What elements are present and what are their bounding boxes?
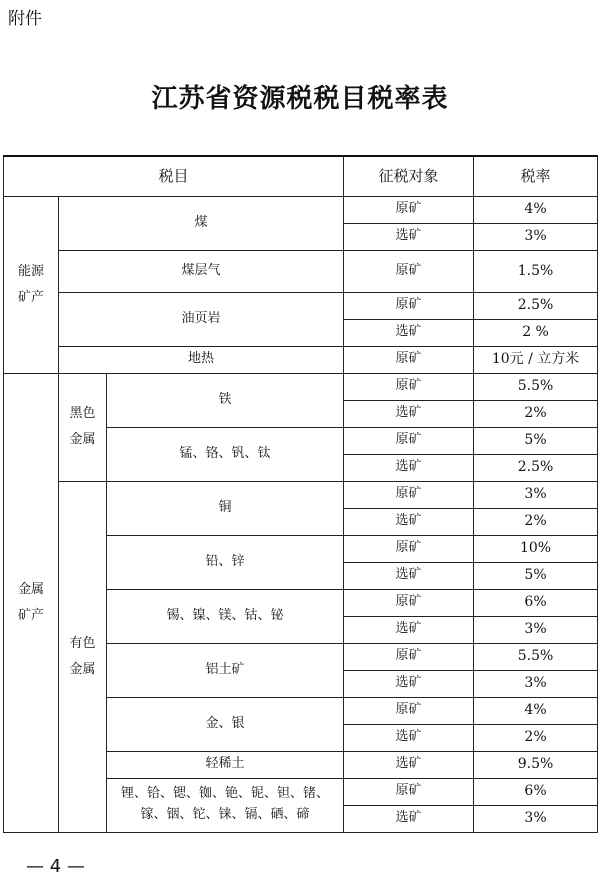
table-header-row: [4, 156, 598, 196]
rate-cell: 9.5%: [474, 751, 598, 778]
rate-cell: 3%: [474, 223, 598, 250]
table-row: [4, 346, 598, 373]
table-row: [4, 481, 598, 508]
category-energy: 能源 矿产: [4, 196, 59, 373]
rate-cell: 5%: [474, 562, 598, 589]
object-cell: 原矿: [344, 292, 474, 319]
category-metal: 金属 矿产: [4, 373, 59, 832]
object-cell: 选矿: [344, 670, 474, 697]
object-cell: 原矿: [344, 481, 474, 508]
rate-cell: 5%: [474, 427, 598, 454]
rate-cell: 3%: [474, 481, 598, 508]
object-cell: 选矿: [344, 805, 474, 832]
object-cell: 原矿: [344, 778, 474, 805]
object-cell: 原矿: [344, 535, 474, 562]
object-cell: 选矿: [344, 223, 474, 250]
rate-cell: 2.5%: [474, 292, 598, 319]
subcategory-ferrous: 黑色 金属: [59, 373, 107, 481]
object-cell: 选矿: [344, 400, 474, 427]
object-cell: 选矿: [344, 724, 474, 751]
rate-cell: 4%: [474, 196, 598, 223]
rate-cell: 5.5%: [474, 373, 598, 400]
page-number: — 4 —: [26, 856, 85, 877]
rate-cell: 5.5%: [474, 643, 598, 670]
item-iron: 铁: [107, 373, 344, 427]
object-cell: 选矿: [344, 319, 474, 346]
header-rate: 税率: [474, 156, 598, 196]
item-bauxite: 铝土矿: [107, 643, 344, 697]
object-cell: 原矿: [344, 346, 474, 373]
rate-cell: 4%: [474, 697, 598, 724]
page-title: 江苏省资源税税目税率表: [151, 84, 449, 114]
object-cell: 选矿: [344, 454, 474, 481]
object-cell: 原矿: [344, 373, 474, 400]
object-cell: 原矿: [344, 589, 474, 616]
item-rare-metals: 锂、铪、锶、铷、铯、铌、钽、锗、 镓、铟、铊、铼、镉、硒、碲: [107, 778, 344, 832]
object-cell: 原矿: [344, 643, 474, 670]
rate-cell: 10元 / 立方米: [474, 346, 598, 373]
object-cell: 选矿: [344, 562, 474, 589]
rate-cell: 2 %: [474, 319, 598, 346]
object-cell: 原矿: [344, 427, 474, 454]
object-cell: 原矿: [344, 250, 474, 292]
object-cell: 选矿: [344, 508, 474, 535]
rate-cell: 6%: [474, 778, 598, 805]
rate-cell: 1.5%: [474, 250, 598, 292]
item-coal: 煤: [59, 196, 344, 250]
table-row: [4, 196, 598, 223]
item-gold-silver: 金、银: [107, 697, 344, 751]
item-tin-group: 锡、镍、镁、钴、铋: [107, 589, 344, 643]
tax-rate-table: [3, 155, 598, 833]
item-oil-shale: 油页岩: [59, 292, 344, 346]
object-cell: 原矿: [344, 697, 474, 724]
rate-cell: 2.5%: [474, 454, 598, 481]
table-row: [4, 250, 598, 292]
rate-cell: 6%: [474, 589, 598, 616]
header-object: 征税对象: [344, 156, 474, 196]
item-geothermal: 地热: [59, 346, 344, 373]
rate-cell: 2%: [474, 508, 598, 535]
item-light-rare-earth: 轻稀土: [107, 751, 344, 778]
rate-cell: 2%: [474, 400, 598, 427]
object-cell: 选矿: [344, 751, 474, 778]
table-row: [4, 292, 598, 319]
attachment-label: 附件: [8, 9, 42, 29]
subcategory-nonferrous: 有色 金属: [59, 481, 107, 832]
header-item: 税目: [4, 156, 344, 196]
rate-cell: 10%: [474, 535, 598, 562]
rate-cell: 3%: [474, 805, 598, 832]
item-copper: 铜: [107, 481, 344, 535]
object-cell: 选矿: [344, 616, 474, 643]
object-cell: 原矿: [344, 196, 474, 223]
item-lead-zinc: 铅、锌: [107, 535, 344, 589]
table-row: [4, 373, 598, 400]
rate-cell: 2%: [474, 724, 598, 751]
item-coalbed-gas: 煤层气: [59, 250, 344, 292]
rate-cell: 3%: [474, 616, 598, 643]
rate-cell: 3%: [474, 670, 598, 697]
item-manganese: 锰、铬、钒、钛: [107, 427, 344, 481]
